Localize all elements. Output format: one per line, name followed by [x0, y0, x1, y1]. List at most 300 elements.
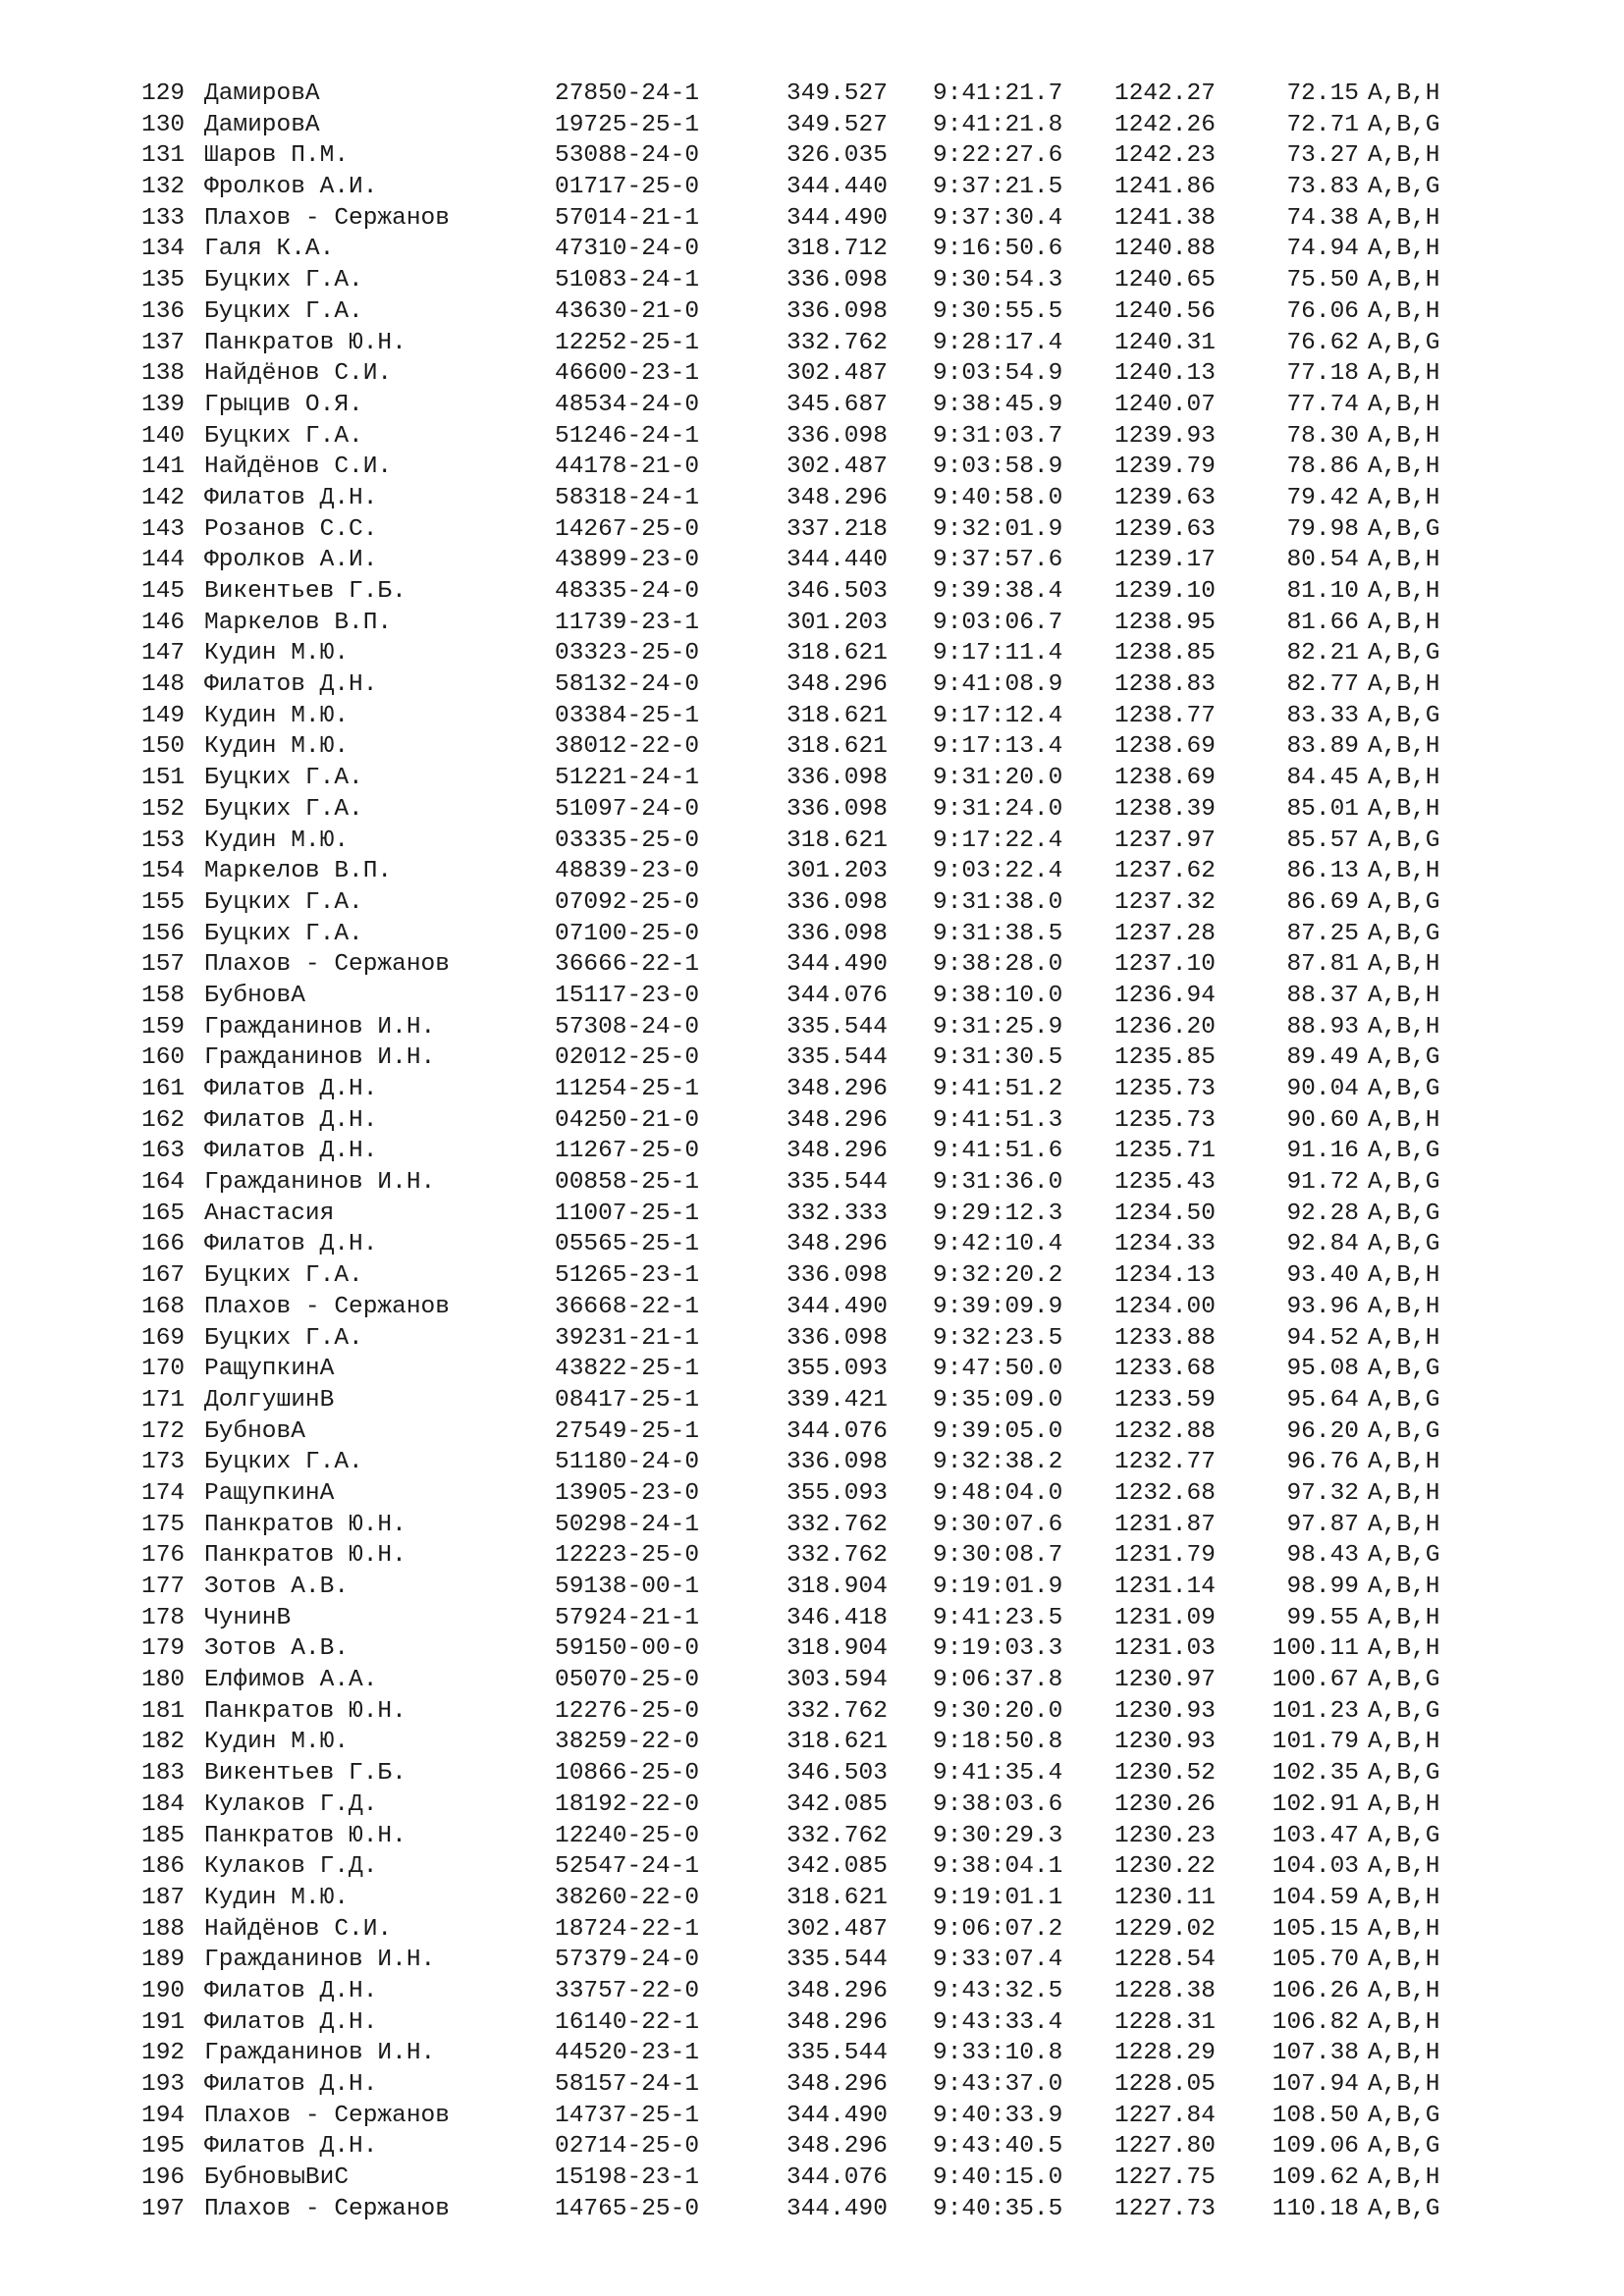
category: A,B,G — [1368, 2195, 1440, 2222]
category: A,B,H — [1368, 454, 1440, 481]
category: A,B,H — [1368, 1013, 1440, 1041]
distance: 344.076 — [786, 1417, 888, 1445]
category: A,B,H — [1368, 422, 1440, 450]
arrival-time: 9:47:50.0 — [933, 1356, 1063, 1383]
place-number: 196 — [141, 2164, 186, 2192]
fancier-name: Филатов Д.Н. — [204, 671, 378, 699]
arrival-time: 9:29:12.3 — [933, 1200, 1063, 1227]
distance: 326.035 — [786, 142, 888, 170]
coefficient: 79.98 — [1286, 515, 1359, 543]
coefficient: 89.49 — [1286, 1044, 1359, 1072]
fancier-name: БубновА — [204, 1417, 305, 1445]
arrival-time: 9:39:38.4 — [933, 578, 1063, 605]
place-number: 179 — [141, 1635, 186, 1663]
distance: 318.712 — [786, 236, 888, 263]
speed: 1231.14 — [1114, 1574, 1216, 1600]
coefficient: 110.18 — [1272, 2195, 1359, 2222]
arrival-time: 9:03:22.4 — [933, 858, 1063, 885]
fancier-name: Кудин М.Ю. — [204, 640, 350, 667]
coefficient: 107.94 — [1272, 2071, 1359, 2098]
place-number: 146 — [141, 609, 186, 636]
coefficient: 84.45 — [1286, 765, 1359, 792]
category: A,B,H — [1368, 1574, 1440, 1600]
fancier-name: Филатов Д.Н. — [204, 1231, 378, 1258]
place-number: 158 — [141, 982, 186, 1009]
category: A,B,G — [1368, 1760, 1440, 1788]
coefficient: 88.37 — [1286, 982, 1359, 1009]
ring-number: 57379-24-0 — [555, 1947, 700, 1974]
ring-number: 08417-25-1 — [555, 1386, 700, 1414]
coefficient: 75.50 — [1286, 267, 1359, 294]
speed: 1238.77 — [1114, 702, 1216, 729]
speed: 1235.85 — [1114, 1044, 1216, 1072]
arrival-time: 9:41:21.7 — [933, 80, 1063, 107]
distance: 348.296 — [786, 1106, 888, 1134]
fancier-name: Плахов - Сержанов — [204, 2102, 450, 2129]
coefficient: 105.15 — [1272, 1915, 1359, 1943]
place-number: 188 — [141, 1915, 186, 1943]
ring-number: 58318-24-1 — [555, 484, 700, 511]
speed: 1239.79 — [1114, 454, 1216, 481]
fancier-name: Гражданинов И.Н. — [204, 1947, 436, 1974]
distance: 336.098 — [786, 1324, 888, 1352]
place-number: 150 — [141, 733, 186, 761]
ring-number: 12252-25-1 — [555, 329, 700, 356]
ring-number: 03323-25-0 — [555, 640, 700, 667]
coefficient: 100.11 — [1272, 1635, 1359, 1663]
coefficient: 73.83 — [1286, 174, 1359, 201]
speed: 1240.31 — [1114, 329, 1216, 356]
category: A,B,H — [1368, 1604, 1440, 1631]
fancier-name: Филатов Д.Н. — [204, 484, 378, 511]
fancier-name: Филатов Д.Н. — [204, 1106, 378, 1134]
fancier-name: Кудин М.Ю. — [204, 702, 350, 729]
fancier-name: Маркелов В.П. — [204, 858, 393, 885]
speed: 1235.73 — [1114, 1076, 1216, 1102]
place-number: 174 — [141, 1479, 186, 1507]
fancier-name: Буцких Г.А. — [204, 422, 363, 450]
ring-number: 51097-24-0 — [555, 795, 700, 823]
speed: 1228.05 — [1114, 2071, 1216, 2098]
arrival-time: 9:19:01.1 — [933, 1884, 1063, 1911]
ring-number: 14737-25-1 — [555, 2102, 700, 2129]
speed: 1238.69 — [1114, 765, 1216, 792]
coefficient: 83.33 — [1286, 702, 1359, 729]
ring-number: 38259-22-0 — [555, 1729, 700, 1756]
speed: 1237.62 — [1114, 858, 1216, 885]
arrival-time: 9:22:27.6 — [933, 142, 1063, 170]
speed: 1236.20 — [1114, 1013, 1216, 1041]
coefficient: 98.99 — [1286, 1574, 1359, 1600]
category: A,B,H — [1368, 2008, 1440, 2036]
speed: 1232.88 — [1114, 1417, 1216, 1445]
coefficient: 86.69 — [1286, 888, 1359, 916]
place-number: 181 — [141, 1697, 186, 1725]
ring-number: 05070-25-0 — [555, 1667, 700, 1694]
fancier-name: Викентьев Г.Б. — [204, 578, 406, 605]
category: A,B,G — [1368, 1667, 1440, 1694]
arrival-time: 9:41:21.8 — [933, 111, 1063, 138]
distance: 348.296 — [786, 671, 888, 699]
speed: 1237.28 — [1114, 920, 1216, 947]
distance: 336.098 — [786, 422, 888, 450]
arrival-time: 9:43:32.5 — [933, 1977, 1063, 2004]
distance: 346.503 — [786, 578, 888, 605]
coefficient: 87.81 — [1286, 951, 1359, 979]
place-number: 135 — [141, 267, 186, 294]
coefficient: 100.67 — [1272, 1667, 1359, 1694]
place-number: 189 — [141, 1947, 186, 1974]
arrival-time: 9:43:33.4 — [933, 2008, 1063, 2036]
ring-number: 11267-25-0 — [555, 1138, 700, 1165]
distance: 318.621 — [786, 1884, 888, 1911]
category: A,B,H — [1368, 1324, 1440, 1352]
fancier-name: РащупкинА — [204, 1356, 335, 1383]
ring-number: 27850-24-1 — [555, 80, 700, 107]
speed: 1235.73 — [1114, 1106, 1216, 1134]
fancier-name: Буцких Г.А. — [204, 297, 363, 325]
arrival-time: 9:33:07.4 — [933, 1947, 1063, 1974]
speed: 1238.39 — [1114, 795, 1216, 823]
coefficient: 85.01 — [1286, 795, 1359, 823]
fancier-name: Грыцив О.Я. — [204, 391, 363, 418]
distance: 349.527 — [786, 111, 888, 138]
category: A,B,H — [1368, 982, 1440, 1009]
arrival-time: 9:31:03.7 — [933, 422, 1063, 450]
speed: 1239.10 — [1114, 578, 1216, 605]
speed: 1227.73 — [1114, 2195, 1216, 2222]
coefficient: 105.70 — [1272, 1947, 1359, 1974]
distance: 355.093 — [786, 1479, 888, 1507]
speed: 1230.26 — [1114, 1790, 1216, 1818]
ring-number: 13905-23-0 — [555, 1479, 700, 1507]
fancier-name: Панкратов Ю.Н. — [204, 329, 406, 356]
ring-number: 11739-23-1 — [555, 609, 700, 636]
place-number: 191 — [141, 2008, 186, 2036]
coefficient: 93.40 — [1286, 1262, 1359, 1290]
category: A,B,H — [1368, 484, 1440, 511]
speed: 1227.75 — [1114, 2164, 1216, 2192]
fancier-name: Фролков А.И. — [204, 174, 378, 201]
speed: 1238.85 — [1114, 640, 1216, 667]
category: A,B,H — [1368, 1479, 1440, 1507]
category: A,B,H — [1368, 1947, 1440, 1974]
ring-number: 12276-25-0 — [555, 1697, 700, 1725]
fancier-name: Филатов Д.Н. — [204, 2008, 378, 2036]
category: A,B,H — [1368, 1790, 1440, 1818]
arrival-time: 9:19:01.9 — [933, 1574, 1063, 1600]
speed: 1241.86 — [1114, 174, 1216, 201]
arrival-time: 9:41:35.4 — [933, 1760, 1063, 1788]
category: A,B,H — [1368, 1729, 1440, 1756]
place-number: 175 — [141, 1511, 186, 1538]
category: A,B,H — [1368, 297, 1440, 325]
arrival-time: 9:32:01.9 — [933, 515, 1063, 543]
distance: 336.098 — [786, 795, 888, 823]
speed: 1228.38 — [1114, 1977, 1216, 2004]
coefficient: 81.10 — [1286, 578, 1359, 605]
category: A,B,H — [1368, 609, 1440, 636]
place-number: 137 — [141, 329, 186, 356]
arrival-time: 9:17:11.4 — [933, 640, 1063, 667]
arrival-time: 9:03:54.9 — [933, 360, 1063, 388]
distance: 335.544 — [786, 1947, 888, 1974]
speed: 1242.27 — [1114, 80, 1216, 107]
place-number: 147 — [141, 640, 186, 667]
arrival-time: 9:38:45.9 — [933, 391, 1063, 418]
arrival-time: 9:38:04.1 — [933, 1853, 1063, 1881]
arrival-time: 9:31:36.0 — [933, 1169, 1063, 1197]
speed: 1230.97 — [1114, 1667, 1216, 1694]
arrival-time: 9:31:25.9 — [933, 1013, 1063, 1041]
distance: 344.490 — [786, 2195, 888, 2222]
coefficient: 104.03 — [1272, 1853, 1359, 1881]
category: A,B,H — [1368, 858, 1440, 885]
place-number: 182 — [141, 1729, 186, 1756]
place-number: 130 — [141, 111, 186, 138]
category: A,B,G — [1368, 1138, 1440, 1165]
place-number: 140 — [141, 422, 186, 450]
place-number: 194 — [141, 2102, 186, 2129]
coefficient: 92.28 — [1286, 1200, 1359, 1227]
coefficient: 72.15 — [1286, 80, 1359, 107]
place-number: 177 — [141, 1574, 186, 1600]
ring-number: 48335-24-0 — [555, 578, 700, 605]
speed: 1242.26 — [1114, 111, 1216, 138]
ring-number: 03335-25-0 — [555, 827, 700, 854]
category: A,B,H — [1368, 547, 1440, 574]
speed: 1238.83 — [1114, 671, 1216, 699]
category: A,B,G — [1368, 329, 1440, 356]
fancier-name: Елфимов А.А. — [204, 1667, 378, 1694]
place-number: 148 — [141, 671, 186, 699]
ring-number: 11254-25-1 — [555, 1076, 700, 1102]
distance: 335.544 — [786, 2040, 888, 2067]
category: A,B,H — [1368, 1106, 1440, 1134]
coefficient: 82.77 — [1286, 671, 1359, 699]
fancier-name: Буцких Г.А. — [204, 1262, 363, 1290]
category: A,B,G — [1368, 1200, 1440, 1227]
speed: 1239.63 — [1114, 484, 1216, 511]
distance: 301.203 — [786, 609, 888, 636]
place-number: 149 — [141, 702, 186, 729]
coefficient: 77.74 — [1286, 391, 1359, 418]
ring-number: 27549-25-1 — [555, 1417, 700, 1445]
speed: 1240.13 — [1114, 360, 1216, 388]
arrival-time: 9:41:51.2 — [933, 1076, 1063, 1102]
ring-number: 58157-24-1 — [555, 2071, 700, 2098]
coefficient: 79.42 — [1286, 484, 1359, 511]
category: A,B,G — [1368, 1417, 1440, 1445]
speed: 1229.02 — [1114, 1915, 1216, 1943]
fancier-name: Буцких Г.А. — [204, 795, 363, 823]
distance: 344.440 — [786, 174, 888, 201]
distance: 335.544 — [786, 1013, 888, 1041]
arrival-time: 9:40:33.9 — [933, 2102, 1063, 2129]
category: A,B,H — [1368, 951, 1440, 979]
distance: 318.621 — [786, 827, 888, 854]
arrival-time: 9:38:10.0 — [933, 982, 1063, 1009]
coefficient: 74.38 — [1286, 204, 1359, 232]
coefficient: 95.64 — [1286, 1386, 1359, 1414]
coefficient: 94.52 — [1286, 1324, 1359, 1352]
speed: 1239.63 — [1114, 515, 1216, 543]
ring-number: 07100-25-0 — [555, 920, 700, 947]
coefficient: 109.06 — [1272, 2133, 1359, 2161]
fancier-name: Филатов Д.Н. — [204, 2133, 378, 2161]
category: A,B,G — [1368, 920, 1440, 947]
category: A,B,H — [1368, 2040, 1440, 2067]
category: A,B,H — [1368, 1511, 1440, 1538]
coefficient: 107.38 — [1272, 2040, 1359, 2067]
fancier-name: Викентьев Г.Б. — [204, 1760, 406, 1788]
arrival-time: 9:30:29.3 — [933, 1822, 1063, 1849]
speed: 1240.88 — [1114, 236, 1216, 263]
category: A,B,H — [1368, 1449, 1440, 1476]
coefficient: 90.04 — [1286, 1076, 1359, 1102]
ring-number: 15198-23-1 — [555, 2164, 700, 2192]
speed: 1235.43 — [1114, 1169, 1216, 1197]
speed: 1241.38 — [1114, 204, 1216, 232]
ring-number: 04250-21-0 — [555, 1106, 700, 1134]
speed: 1234.13 — [1114, 1262, 1216, 1290]
place-number: 136 — [141, 297, 186, 325]
speed: 1231.87 — [1114, 1511, 1216, 1538]
speed: 1242.23 — [1114, 142, 1216, 170]
fancier-name: Филатов Д.Н. — [204, 1138, 378, 1165]
fancier-name: Розанов С.С. — [204, 515, 378, 543]
fancier-name: Буцких Г.А. — [204, 267, 363, 294]
place-number: 142 — [141, 484, 186, 511]
arrival-time: 9:35:09.0 — [933, 1386, 1063, 1414]
fancier-name: Панкратов Ю.Н. — [204, 1542, 406, 1570]
coefficient: 99.55 — [1286, 1604, 1359, 1631]
distance: 344.076 — [786, 2164, 888, 2192]
fancier-name: Фролков А.И. — [204, 547, 378, 574]
place-number: 144 — [141, 547, 186, 574]
category: A,B,H — [1368, 1853, 1440, 1881]
coefficient: 109.62 — [1272, 2164, 1359, 2192]
coefficient: 82.21 — [1286, 640, 1359, 667]
fancier-name: Панкратов Ю.Н. — [204, 1697, 406, 1725]
ring-number: 11007-25-1 — [555, 1200, 700, 1227]
distance: 339.421 — [786, 1386, 888, 1414]
coefficient: 85.57 — [1286, 827, 1359, 854]
place-number: 192 — [141, 2040, 186, 2067]
arrival-time: 9:40:58.0 — [933, 484, 1063, 511]
category: A,B,G — [1368, 1822, 1440, 1849]
ring-number: 18724-22-1 — [555, 1915, 700, 1943]
distance: 318.904 — [786, 1635, 888, 1663]
category: A,B,G — [1368, 1356, 1440, 1383]
place-number: 153 — [141, 827, 186, 854]
place-number: 163 — [141, 1138, 186, 1165]
fancier-name: Гражданинов И.Н. — [204, 1169, 436, 1197]
distance: 318.621 — [786, 733, 888, 761]
ring-number: 47310-24-0 — [555, 236, 700, 263]
coefficient: 101.23 — [1272, 1697, 1359, 1725]
fancier-name: Гражданинов И.Н. — [204, 1013, 436, 1041]
arrival-time: 9:03:06.7 — [933, 609, 1063, 636]
category: A,B,H — [1368, 360, 1440, 388]
coefficient: 104.59 — [1272, 1884, 1359, 1911]
speed: 1230.93 — [1114, 1697, 1216, 1725]
speed: 1237.97 — [1114, 827, 1216, 854]
place-number: 193 — [141, 2071, 186, 2098]
place-number: 165 — [141, 1200, 186, 1227]
coefficient: 102.35 — [1272, 1760, 1359, 1788]
ring-number: 48534-24-0 — [555, 391, 700, 418]
ring-number: 38260-22-0 — [555, 1884, 700, 1911]
fancier-name: Гражданинов И.Н. — [204, 2040, 436, 2067]
category: A,B,H — [1368, 765, 1440, 792]
speed: 1233.88 — [1114, 1324, 1216, 1352]
coefficient: 76.06 — [1286, 297, 1359, 325]
category: A,B,G — [1368, 1076, 1440, 1102]
ring-number: 16140-22-1 — [555, 2008, 700, 2036]
fancier-name: Галя К.А. — [204, 236, 335, 263]
coefficient: 102.91 — [1272, 1790, 1359, 1818]
fancier-name: Кулаков Г.Д. — [204, 1853, 378, 1881]
category: A,B,H — [1368, 267, 1440, 294]
fancier-name: ЧунинВ — [204, 1604, 292, 1631]
distance: 349.527 — [786, 80, 888, 107]
place-number: 172 — [141, 1417, 186, 1445]
ring-number: 57014-21-1 — [555, 204, 700, 232]
speed: 1231.79 — [1114, 1542, 1216, 1570]
speed: 1240.56 — [1114, 297, 1216, 325]
place-number: 180 — [141, 1667, 186, 1694]
fancier-name: Маркелов В.П. — [204, 609, 393, 636]
fancier-name: Панкратов Ю.Н. — [204, 1822, 406, 1849]
ring-number: 43630-21-0 — [555, 297, 700, 325]
place-number: 169 — [141, 1324, 186, 1352]
arrival-time: 9:18:50.8 — [933, 1729, 1063, 1756]
distance: 302.487 — [786, 454, 888, 481]
place-number: 183 — [141, 1760, 186, 1788]
arrival-time: 9:30:07.6 — [933, 1511, 1063, 1538]
category: A,B,G — [1368, 1231, 1440, 1258]
distance: 345.687 — [786, 391, 888, 418]
arrival-time: 9:43:37.0 — [933, 2071, 1063, 2098]
arrival-time: 9:30:55.5 — [933, 297, 1063, 325]
arrival-time: 9:03:58.9 — [933, 454, 1063, 481]
speed: 1233.59 — [1114, 1386, 1216, 1414]
fancier-name: ДамировА — [204, 80, 320, 107]
speed: 1231.03 — [1114, 1635, 1216, 1663]
fancier-name: БубновА — [204, 982, 305, 1009]
ring-number: 39231-21-1 — [555, 1324, 700, 1352]
place-number: 155 — [141, 888, 186, 916]
place-number: 176 — [141, 1542, 186, 1570]
coefficient: 92.84 — [1286, 1231, 1359, 1258]
coefficient: 91.72 — [1286, 1169, 1359, 1197]
fancier-name: Найдёнов С.И. — [204, 360, 393, 388]
arrival-time: 9:40:15.0 — [933, 2164, 1063, 2192]
arrival-time: 9:37:21.5 — [933, 174, 1063, 201]
fancier-name: Буцких Г.А. — [204, 1449, 363, 1476]
arrival-time: 9:28:17.4 — [933, 329, 1063, 356]
distance: 301.203 — [786, 858, 888, 885]
ring-number: 44520-23-1 — [555, 2040, 700, 2067]
place-number: 133 — [141, 204, 186, 232]
fancier-name: Буцких Г.А. — [204, 1324, 363, 1352]
category: A,B,G — [1368, 2133, 1440, 2161]
distance: 332.762 — [786, 1542, 888, 1570]
ring-number: 57308-24-0 — [555, 1013, 700, 1041]
arrival-time: 9:31:24.0 — [933, 795, 1063, 823]
fancier-name: Филатов Д.Н. — [204, 1977, 378, 2004]
